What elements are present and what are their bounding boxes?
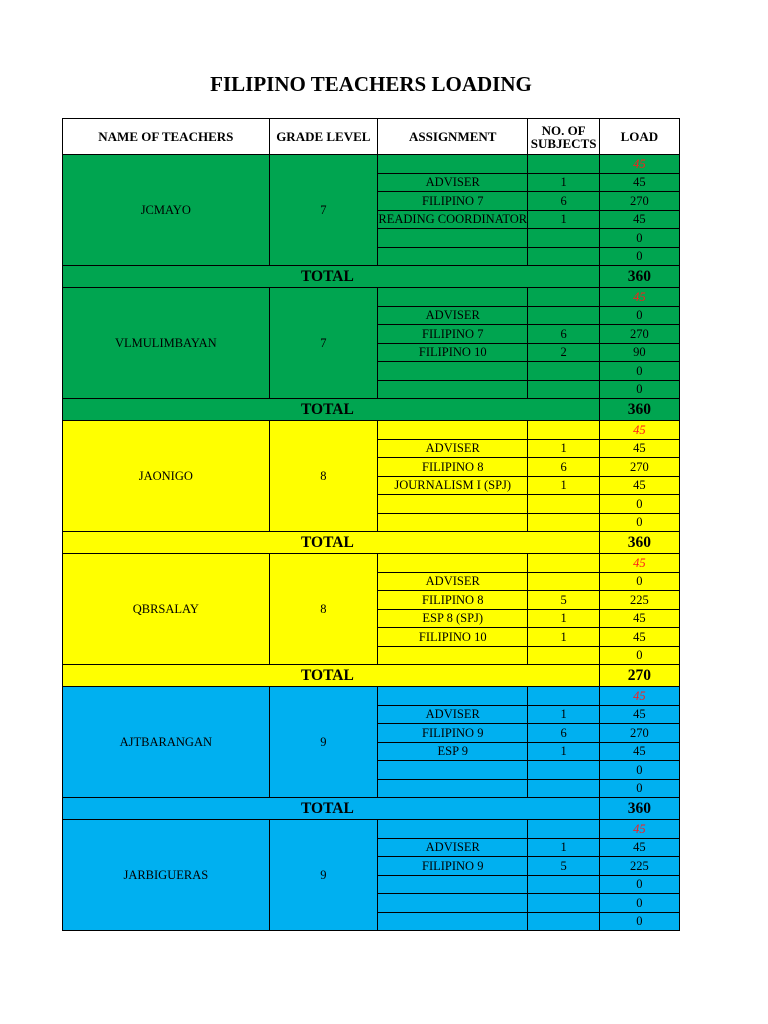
header-grade-level: GRADE LEVEL: [269, 119, 377, 155]
assignment: [378, 761, 528, 780]
load-value: 45: [599, 554, 679, 573]
load-value: 0: [599, 572, 679, 591]
total-row: [63, 532, 680, 554]
load-value: 0: [599, 894, 679, 913]
load-value: 45: [599, 742, 679, 761]
assignment: [378, 912, 528, 931]
load-value: 45: [599, 820, 679, 839]
load-value: 45: [599, 155, 679, 174]
header-no-of-subjects: NO. OF SUBJECTS: [528, 119, 599, 155]
assignment: ADVISER: [378, 439, 528, 458]
subject-count: [528, 247, 599, 266]
load-value: 0: [599, 513, 679, 532]
total-row: [63, 798, 680, 820]
load-value: 45: [599, 210, 679, 229]
subject-count: 1: [528, 628, 599, 647]
total-label: TOTAL: [63, 798, 600, 820]
load-value: 0: [599, 912, 679, 931]
assignment: [378, 820, 528, 839]
load-value: 45: [599, 476, 679, 495]
subject-count: 1: [528, 210, 599, 229]
load-value: 0: [599, 779, 679, 798]
teacher-name: QBRSALAY: [63, 554, 270, 665]
subject-count: [528, 288, 599, 307]
assignment: ADVISER: [378, 572, 528, 591]
subject-count: 1: [528, 439, 599, 458]
subject-count: [528, 229, 599, 248]
grade-level: 7: [269, 288, 377, 399]
subject-count: [528, 495, 599, 514]
assignment: [378, 513, 528, 532]
assignment: [378, 421, 528, 440]
subject-count: [528, 380, 599, 399]
grade-level: 8: [269, 554, 377, 665]
subject-count: [528, 894, 599, 913]
subject-count: 6: [528, 192, 599, 211]
subject-count: [528, 554, 599, 573]
assignment: ESP 8 (SPJ): [378, 609, 528, 628]
subject-count: 6: [528, 724, 599, 743]
assignment: [378, 495, 528, 514]
total-label: TOTAL: [63, 399, 600, 421]
total-row: [63, 266, 680, 288]
subject-count: [528, 646, 599, 665]
assignment: [378, 288, 528, 307]
load-value: 0: [599, 875, 679, 894]
load-value: 0: [599, 306, 679, 325]
assignment: READING COORDINATOR: [378, 210, 528, 229]
assignment: ADVISER: [378, 173, 528, 192]
subject-count: 1: [528, 838, 599, 857]
assignment: FILIPINO 7: [378, 192, 528, 211]
assignment: FILIPINO 9: [378, 857, 528, 876]
teacher-name: JAONIGO: [63, 421, 270, 532]
assignment: FILIPINO 8: [378, 458, 528, 477]
load-value: 270: [599, 192, 679, 211]
assignment: [378, 247, 528, 266]
subject-count: 1: [528, 173, 599, 192]
subject-count: [528, 306, 599, 325]
assignment: FILIPINO 10: [378, 628, 528, 647]
assignment: [378, 779, 528, 798]
load-value: 45: [599, 173, 679, 192]
assignment: ADVISER: [378, 838, 528, 857]
subject-count: [528, 912, 599, 931]
subject-count: [528, 687, 599, 706]
subject-count: 1: [528, 609, 599, 628]
load-value: 0: [599, 362, 679, 381]
load-value: 0: [599, 495, 679, 514]
teacher-name: VLMULIMBAYAN: [63, 288, 270, 399]
load-value: 45: [599, 628, 679, 647]
subject-count: 1: [528, 476, 599, 495]
teacher-name: JARBIGUERAS: [63, 820, 270, 931]
assignment: FILIPINO 8: [378, 591, 528, 610]
subject-count: [528, 572, 599, 591]
assignment: [378, 155, 528, 174]
header-assignment: ASSIGNMENT: [378, 119, 528, 155]
load-value: 45: [599, 705, 679, 724]
load-value: 0: [599, 761, 679, 780]
page-title: FILIPINO TEACHERS LOADING: [210, 72, 532, 96]
total-value: 360: [599, 532, 679, 554]
load-value: 45: [599, 421, 679, 440]
total-value: 270: [599, 665, 679, 687]
table-row: [63, 288, 680, 307]
header-name: NAME OF TEACHERS: [63, 119, 270, 155]
subject-count: 6: [528, 458, 599, 477]
grade-level: 9: [269, 687, 377, 798]
load-value: 0: [599, 380, 679, 399]
subject-count: 1: [528, 705, 599, 724]
assignment: FILIPINO 7: [378, 325, 528, 344]
load-value: 45: [599, 687, 679, 706]
teacher-name: AJTBARANGAN: [63, 687, 270, 798]
assignment: FILIPINO 9: [378, 724, 528, 743]
subject-count: 5: [528, 857, 599, 876]
load-value: 270: [599, 724, 679, 743]
assignment: FILIPINO 10: [378, 343, 528, 362]
load-value: 225: [599, 857, 679, 876]
assignment: ADVISER: [378, 705, 528, 724]
load-value: 0: [599, 247, 679, 266]
total-label: TOTAL: [63, 532, 600, 554]
assignment: [378, 362, 528, 381]
table-row: [63, 421, 680, 440]
subject-count: [528, 875, 599, 894]
table-row: [63, 687, 680, 706]
load-value: 0: [599, 646, 679, 665]
assignment: [378, 894, 528, 913]
assignment: ESP 9: [378, 742, 528, 761]
subject-count: 5: [528, 591, 599, 610]
subject-count: [528, 362, 599, 381]
table-row: [63, 554, 680, 573]
load-value: 225: [599, 591, 679, 610]
total-label: TOTAL: [63, 266, 600, 288]
subject-count: [528, 155, 599, 174]
total-label: TOTAL: [63, 665, 600, 687]
grade-level: 9: [269, 820, 377, 931]
assignment: ADVISER: [378, 306, 528, 325]
header-load: LOAD: [599, 119, 679, 155]
assignment: [378, 229, 528, 248]
assignment: [378, 687, 528, 706]
total-value: 360: [599, 798, 679, 820]
total-row: [63, 665, 680, 687]
assignment: [378, 554, 528, 573]
teachers-loading-table: [62, 118, 680, 931]
table-row: [63, 820, 680, 839]
total-value: 360: [599, 399, 679, 421]
total-value: 360: [599, 266, 679, 288]
load-value: 270: [599, 325, 679, 344]
subject-count: [528, 513, 599, 532]
load-value: 45: [599, 838, 679, 857]
assignment: JOURNALISM I (SPJ): [378, 476, 528, 495]
subject-count: 6: [528, 325, 599, 344]
grade-level: 8: [269, 421, 377, 532]
load-value: 0: [599, 229, 679, 248]
subject-count: [528, 421, 599, 440]
load-value: 90: [599, 343, 679, 362]
subject-count: 1: [528, 742, 599, 761]
load-value: 45: [599, 288, 679, 307]
subject-count: [528, 761, 599, 780]
load-value: 270: [599, 458, 679, 477]
load-value: 45: [599, 439, 679, 458]
subject-count: [528, 820, 599, 839]
assignment: [378, 646, 528, 665]
header-row: [63, 119, 680, 155]
load-value: 45: [599, 609, 679, 628]
total-row: [63, 399, 680, 421]
table-row: [63, 155, 680, 174]
subject-count: [528, 779, 599, 798]
assignment: [378, 380, 528, 399]
grade-level: 7: [269, 155, 377, 266]
assignment: [378, 875, 528, 894]
subject-count: 2: [528, 343, 599, 362]
teacher-name: JCMAYO: [63, 155, 270, 266]
